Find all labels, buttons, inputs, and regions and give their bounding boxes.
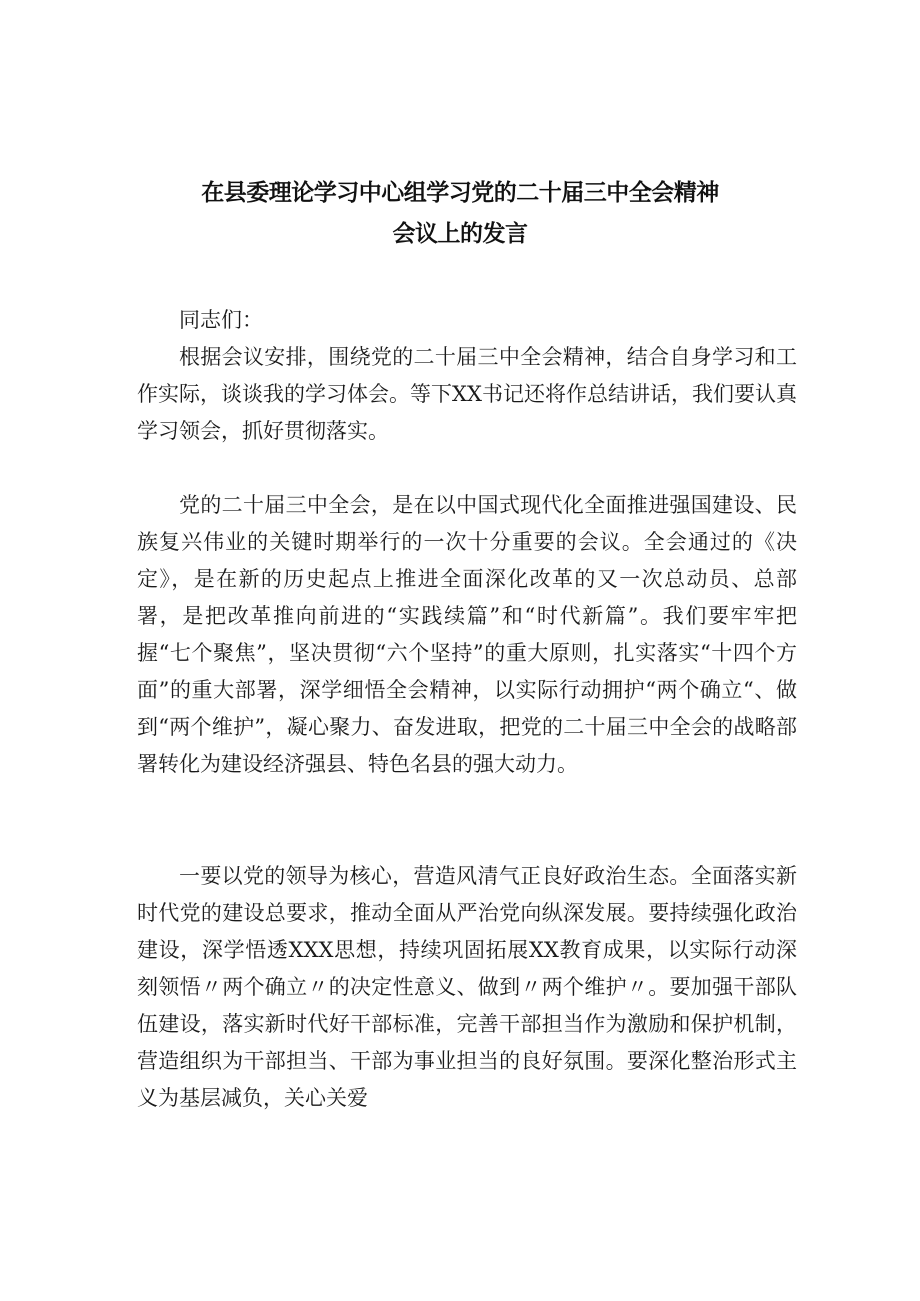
paragraph-1: 根据会议安排，围绕党的二十届三中全会精神，结合自身学习和工作实际，谈谈我的学习体会。等下XX书记还将作总结讲话，我们要认真学习领会，抓好贯彻落实。 bbox=[137, 345, 797, 443]
greeting: 同志们： bbox=[179, 308, 263, 332]
document-title-line-1: 在县委理论学习中心组学习党的二十届三中全会精神 bbox=[201, 180, 719, 206]
paragraph-3: 一要以党的领导为核心，营造风清气正良好政治生态。全面落实新时代党的建设总要求，推动全面从严治党向纵深发展。要持续强化政治建设，深学悟透XXX思想，持续巩固拓展XX教育成果，以实际行动深刻领悟〃两个确立〃的决定性意义、做到〃两个维护〃。要加强干部队伍建设，落实新时代好干部标准，完善干部担当作为激励和保护机制，营造组织为干部担当、干部为事业担当的良好氛围。要深化整治形式主义为基层减负，关心关爱 bbox=[137, 864, 797, 1110]
paragraph-2: 党的二十届三中全会，是在以中国式现代化全面推进强国建设、民族复兴伟业的关键时期举行的一次十分重要的会议。全会通过的《决定》，是在新的历史起点上推进全面深化改革的又一次总动员、总部署，是把改革推向前进的“实践续篇”和“时代新篇”。我们要牢牢把握“七个聚焦”，坚决贯彻“六个坚持”的重大原则，扎实落实“十四个方面”的重大部署，深学细悟全会精神，以实际行动拥护“两个确立“、做到“两个维护”，凝心聚力、奋发进取，把党的二十届三中全会的战略部署转化为建设经济强县、特色名县的强大动力。 bbox=[137, 493, 797, 776]
document-title-line-2: 会议上的发言 bbox=[392, 221, 528, 247]
